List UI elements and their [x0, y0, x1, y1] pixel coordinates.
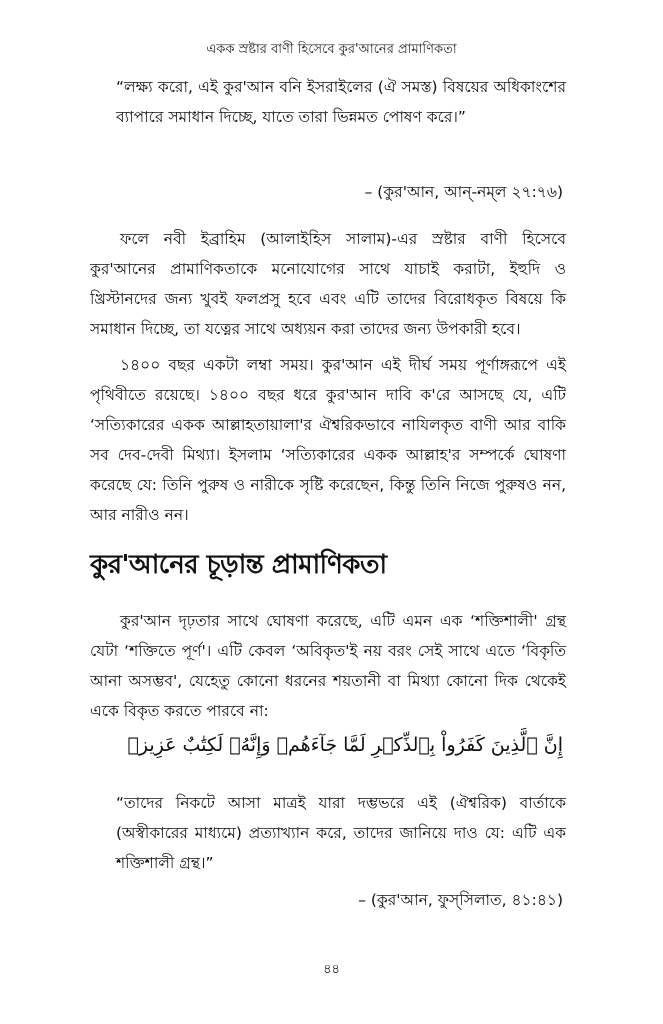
running-head: একক স্রষ্টার বাণী হিসেবে কুর'আনের প্রামাণিকতা — [206, 42, 457, 57]
section-heading: কুর'আনের চূড়ান্ত প্রামাণিকতা — [90, 550, 387, 580]
quote-reference-1: – (কুর'আন, আন্-নম্‌ল ২৭:৭৬) — [364, 183, 563, 201]
quote-block-1 — [116, 72, 566, 132]
paragraph-2 — [90, 350, 566, 530]
quote-reference-2: – (কুর'আন, ফুস্‌সিলাত, ৪১:৪১) — [358, 891, 563, 909]
paragraph-3 — [90, 606, 566, 726]
paragraph-3-text: কুর'আন দৃঢ়তার সাথে ঘোষণা করেছে, এটি এমন এক ‘শক্তিশালী' গ্রন্থ যেটা ‘শক্তিতে পূর্ণ'। এটি কেবল ‘অবিকৃত'ই নয় বরং সেই সাথে এতে ‘বিকৃতি আনা অসম্ভব', যেহেতু কোনো ধরনের শয়তানী বা মিথ্যা কোনো দিক থেকেই একে বিকৃত করতে পারবে না: — [90, 612, 566, 720]
page-number: ৪৪ — [323, 962, 340, 977]
paragraph-2-text: ১৪০০ বছর একটা লম্বা সময়। কুর'আন এই দীর্ঘ সময় পূর্ণাঙ্গরূপে এই পৃথিবীতে রয়েছে। ১৪০০ বছর ধরে কুর'আন দাবি ক'রে আসছে যে, এটি ‘সত্যিকারের একক আল্লাহতায়ালা'র ঐশ্বরিকভাবে নাযিলকৃত বাণী আর বাকি সব দেব-দেবী মিথ্যা। ইসলাম ‘সত্যিকারের একক আল্লাহ'র সম্পর্কে ঘোষণা করেছে যে: তিনি পুরুষ ও নারীকে সৃষ্টি করেছেন, কিন্তু তিনি নিজে পুরুষও নন, আর নারীও নন। — [90, 356, 566, 524]
quote-text-2: “তাদের নিকটে আসা মাত্রই যারা দম্ভভরে এই (ঐশ্বরিক) বার্তাকে (অস্বীকারের মাধ্যমে) প্রত্যাখ্যান করে, তাদের জানিয়ে দাও যে: এটি এক শক্তিশালী গ্রন্থ।” — [116, 794, 566, 872]
arabic-verse: إِنَّ ٱلَّذِينَ كَفَرُواْ بِٱلذِّكۡرِ لَمَّا جَآءَهُمۡ وَإِنَّهُۥ لَكِتَٰبٌ عَزِيزٞ — [127, 734, 563, 756]
paragraph-1-text: ফলে নবী ইব্রাহিম (আলাইহিস সালাম)-এর স্রষ্টার বাণী হিসেবে কুর'আনের প্রামাণিকতাকে মনোযোগের সাথে যাচাই করাটা, ইহুদি ও খ্রিস্টানদের জন্য খুবই ফলপ্রসু হবে এবং এটি তাদের বিরোধকৃত বিষয়ে কি সমাধান দিচ্ছে, তা যত্নের সাথে অধ্যয়ন করা তাদের জন্য উপকারী হবে। — [90, 230, 566, 338]
quote-text-1: “লক্ষ্য করো, এই কুর'আন বনি ইসরাইলের (ঐ সমস্ত) বিষয়ের অধিকাংশের ব্যাপারে সমাধান দিচ্ছে, যাতে তারা ভিন্নমত পোষণ করে।” — [116, 78, 566, 126]
quote-block-2 — [116, 788, 566, 878]
paragraph-1 — [90, 224, 566, 344]
